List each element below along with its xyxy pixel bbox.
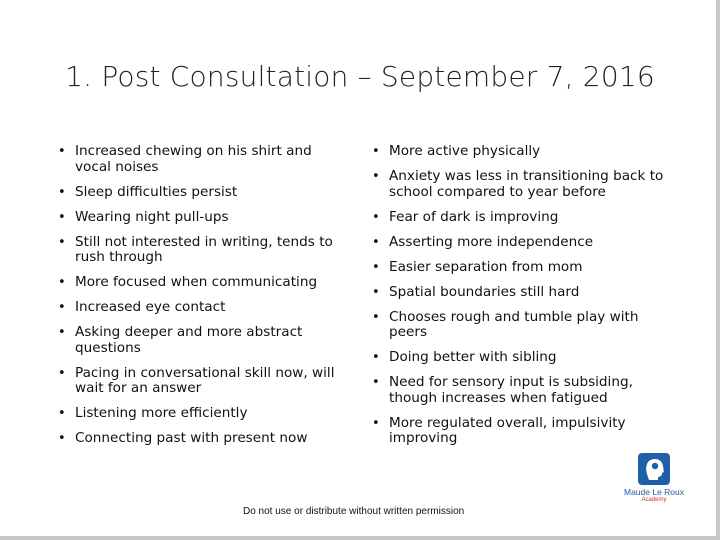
bullet-item xyxy=(58,325,348,356)
bullet-item xyxy=(372,144,672,160)
bullet-item xyxy=(372,285,672,301)
bullet-dot: • xyxy=(372,234,380,250)
bullet-text: More focused when communicating xyxy=(75,274,318,290)
bullet-dot: • xyxy=(58,325,66,340)
bullet-dot: • xyxy=(372,284,380,300)
bullet-item xyxy=(372,416,672,447)
bullet-text: Increased chewing on his shirt and vocal noises xyxy=(75,143,312,175)
bullet-text: Pacing in conversational skill now, will wait for an answer xyxy=(75,364,335,396)
bullet-dot: • xyxy=(372,350,380,365)
bullet-text: Still not interested in writing, tends to rush through xyxy=(75,233,333,265)
bullet-item xyxy=(58,366,348,397)
bullet-item xyxy=(372,375,672,406)
bullet-item xyxy=(58,185,348,201)
bullet-text: Asserting more independence xyxy=(389,233,594,250)
bullet-item xyxy=(58,406,348,422)
bullet-dot: • xyxy=(58,365,66,381)
bullet-text: Fear of dark is improving xyxy=(389,208,559,225)
bullet-text: Listening more efficiently xyxy=(75,405,248,421)
right-bullet-list xyxy=(372,144,672,456)
bullet-text: Increased eye contact xyxy=(75,299,226,315)
bullet-item xyxy=(372,169,672,200)
bullet-dot: • xyxy=(372,144,380,159)
bullet-item xyxy=(372,235,672,251)
left-bullet-list xyxy=(58,144,348,456)
bullet-dot: • xyxy=(372,375,380,390)
bullet-item xyxy=(58,210,348,226)
bullet-dot: • xyxy=(372,209,380,225)
academy-logo xyxy=(606,452,702,514)
bullet-text: Chooses rough and tumble play with peers xyxy=(389,308,639,340)
bullet-item xyxy=(58,431,348,447)
bullet-item xyxy=(58,235,348,266)
head-profile-icon xyxy=(637,452,671,486)
bullet-dot: • xyxy=(58,209,66,225)
footer-notice: Do not use or distribute without written permission xyxy=(243,506,465,517)
bullet-dot: • xyxy=(58,184,66,200)
bullet-text: Connecting past with present now xyxy=(75,430,308,446)
logo-subtitle: Academy xyxy=(641,497,667,503)
bullet-dot: • xyxy=(372,309,380,325)
bullet-item xyxy=(372,310,672,341)
bullet-item xyxy=(372,350,672,366)
bullet-text: Easier separation from mom xyxy=(389,258,583,275)
bullet-dot: • xyxy=(372,169,380,184)
bullet-item xyxy=(372,210,672,226)
bullet-dot: • xyxy=(58,275,66,290)
bullet-item xyxy=(372,260,672,276)
bullet-dot: • xyxy=(58,431,66,446)
bullet-item xyxy=(58,144,348,175)
bullet-dot: • xyxy=(58,406,66,421)
bullet-text: More active physically xyxy=(389,143,541,159)
slide-title: 1. Post Consultation – September 7, 2016 xyxy=(65,60,655,93)
bullet-item xyxy=(58,275,348,291)
bullet-text: Wearing night pull-ups xyxy=(75,208,229,225)
bullet-text: More regulated overall, impulsivity improving xyxy=(389,414,626,446)
bullet-item xyxy=(58,300,348,316)
bullet-dot: • xyxy=(372,259,380,275)
logo-name: Maude Le Roux xyxy=(623,487,684,497)
bullet-text: Spatial boundaries still hard xyxy=(389,283,580,300)
bullet-dot: • xyxy=(372,415,380,431)
bullet-dot: • xyxy=(58,144,66,159)
bullet-text: Asking deeper and more abstract questions xyxy=(75,324,303,356)
bullet-dot: • xyxy=(58,300,66,315)
bullet-text: Anxiety was less in transitioning back to school compared to year before xyxy=(389,168,664,200)
bullet-dot: • xyxy=(58,234,66,250)
bullet-text: Sleep difficulties persist xyxy=(75,183,238,200)
bullet-text: Need for sensory input is subsiding, though increases when fatigued xyxy=(389,374,633,406)
bullet-text: Doing better with sibling xyxy=(389,349,557,365)
